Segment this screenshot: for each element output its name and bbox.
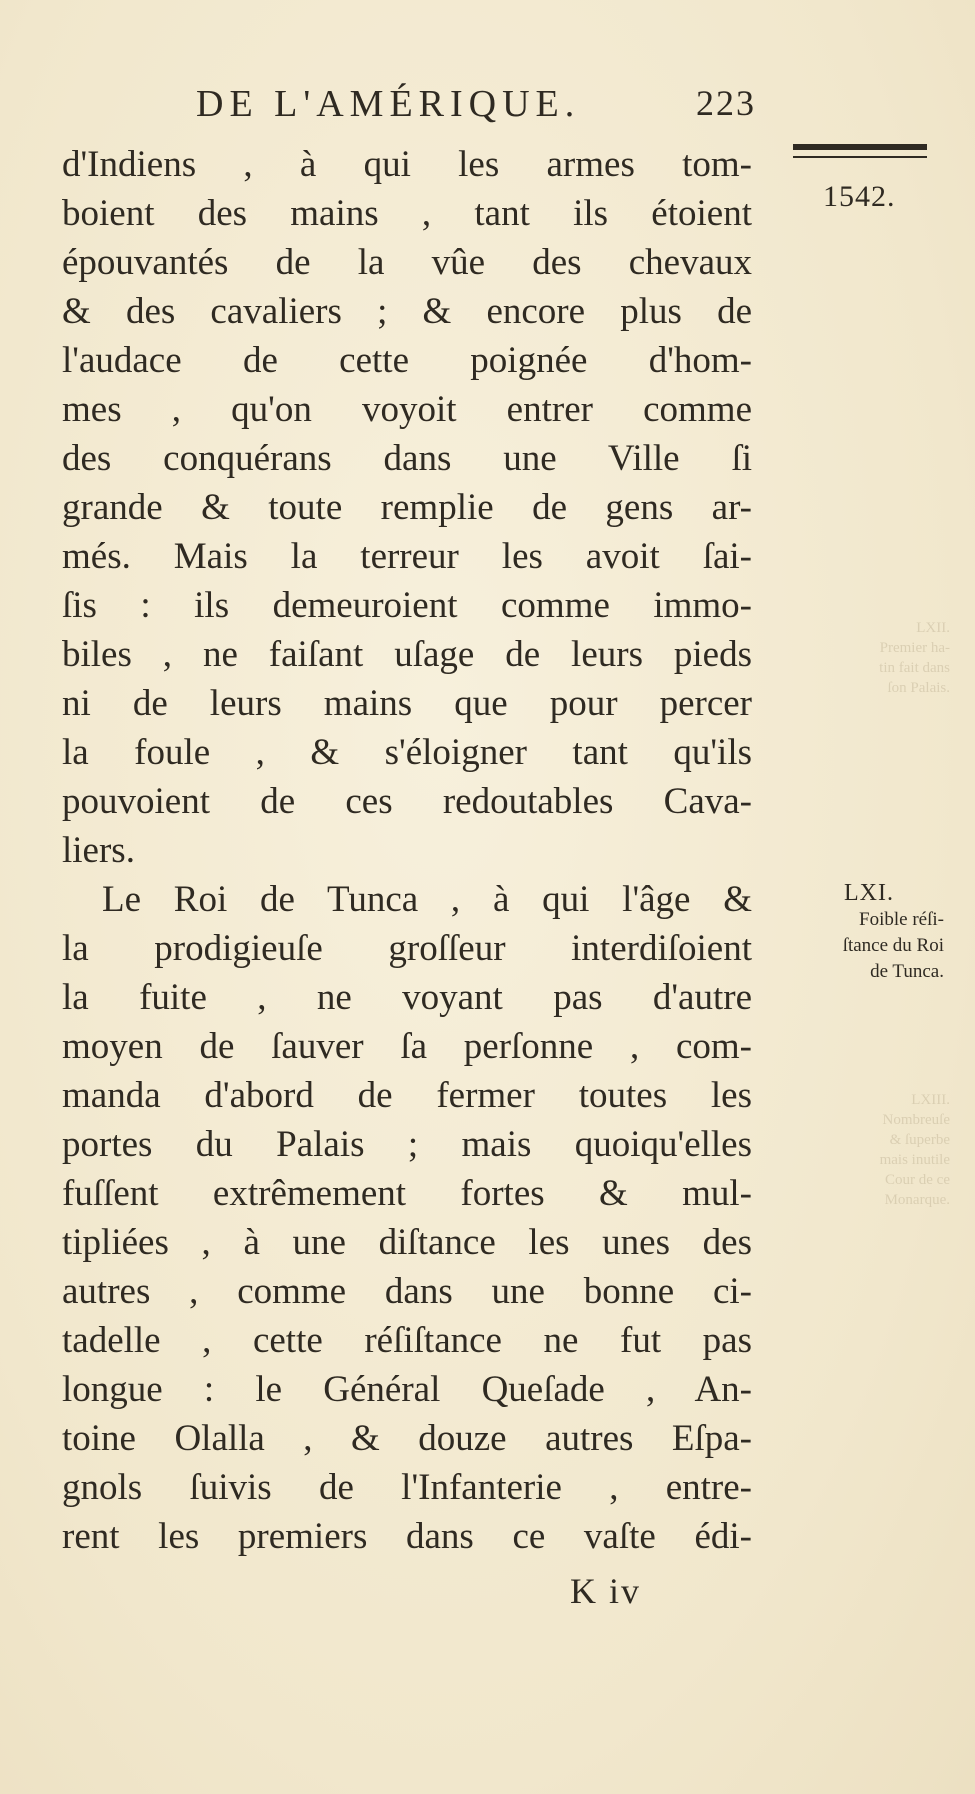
text-line: mes , qu'on voyoit entrer comme	[62, 389, 752, 430]
text-line: gnols ſuivis de l'Infanterie , entre-	[62, 1467, 752, 1508]
text-line: manda d'abord de fermer toutes les	[62, 1075, 752, 1116]
margin-note-text: de Tunca.	[870, 961, 944, 982]
running-title: DE L'AMÉRIQUE.	[196, 83, 581, 125]
text-line: rent les premiers dans ce vaſte édi-	[62, 1516, 752, 1557]
ornamental-rule-thin	[793, 156, 927, 158]
text-line: la fuite , ne voyant pas d'autre	[62, 977, 752, 1018]
margin-note	[794, 880, 944, 985]
text-line: la foule , & s'éloigner tant qu'ils	[62, 732, 752, 773]
text-line: biles , ne faiſant uſage de leurs pieds	[62, 634, 752, 675]
bleed-through-marks: LXIII. Nombreuſe & ſuperbe mais inutile Cour de ce Monarque.	[879, 1092, 950, 1208]
page-number: 223	[696, 83, 756, 123]
margin-note-text: ſtance du Roi	[842, 935, 944, 956]
body-text	[62, 140, 752, 1561]
margin-note-text: Foible réſi-	[859, 909, 944, 930]
text-line: tadelle , cette réſiſtance ne fut pas	[62, 1320, 752, 1361]
text-line: boient des mains , tant ils étoient	[62, 193, 752, 234]
margin-note-number: LXI.	[844, 880, 894, 906]
signature-mark: K iv	[570, 1571, 641, 1611]
text-line: d'Indiens , à qui les armes tom-	[62, 144, 752, 185]
text-line: fuſſent extrêmement fortes & mul-	[62, 1173, 752, 1214]
text-line: autres , comme dans une bonne ci-	[62, 1271, 752, 1312]
text-line: toine Olalla , & douze autres Eſpa-	[62, 1418, 752, 1459]
text-line: la prodigieuſe groſſeur interdiſoient	[62, 928, 752, 969]
running-header	[196, 82, 756, 132]
ornamental-rule	[793, 144, 927, 150]
text-line: més. Mais la terreur les avoit ſai-	[62, 536, 752, 577]
text-line: grande & toute remplie de gens ar-	[62, 487, 752, 528]
text-line: & des cavaliers ; & encore plus de	[62, 291, 752, 332]
text-line: des conquérans dans une Ville ſi	[62, 438, 752, 479]
text-line: ſis : ils demeuroient comme immo-	[62, 585, 752, 626]
bleed-through-marks: LXII. Premier ha- tin fait dans ſon Palais.	[879, 620, 950, 696]
text-line: épouvantés de la vûe des chevaux	[62, 242, 752, 283]
text-line: ni de leurs mains que pour percer	[62, 683, 752, 724]
text-line: l'audace de cette poignée d'hom-	[62, 340, 752, 381]
text-line: liers.	[62, 830, 135, 871]
text-line: moyen de ſauver ſa perſonne , com-	[62, 1026, 752, 1067]
text-line: pouvoient de ces redoutables Cava-	[62, 781, 752, 822]
text-line: portes du Palais ; mais quoiqu'elles	[62, 1124, 752, 1165]
text-line: longue : le Général Queſade , An-	[62, 1369, 752, 1410]
text-line: tipliées , à une diſtance les unes des	[62, 1222, 752, 1263]
paragraph-start-line: Le Roi de Tunca , à qui l'âge &	[102, 879, 752, 920]
margin-year: 1542.	[823, 180, 896, 213]
